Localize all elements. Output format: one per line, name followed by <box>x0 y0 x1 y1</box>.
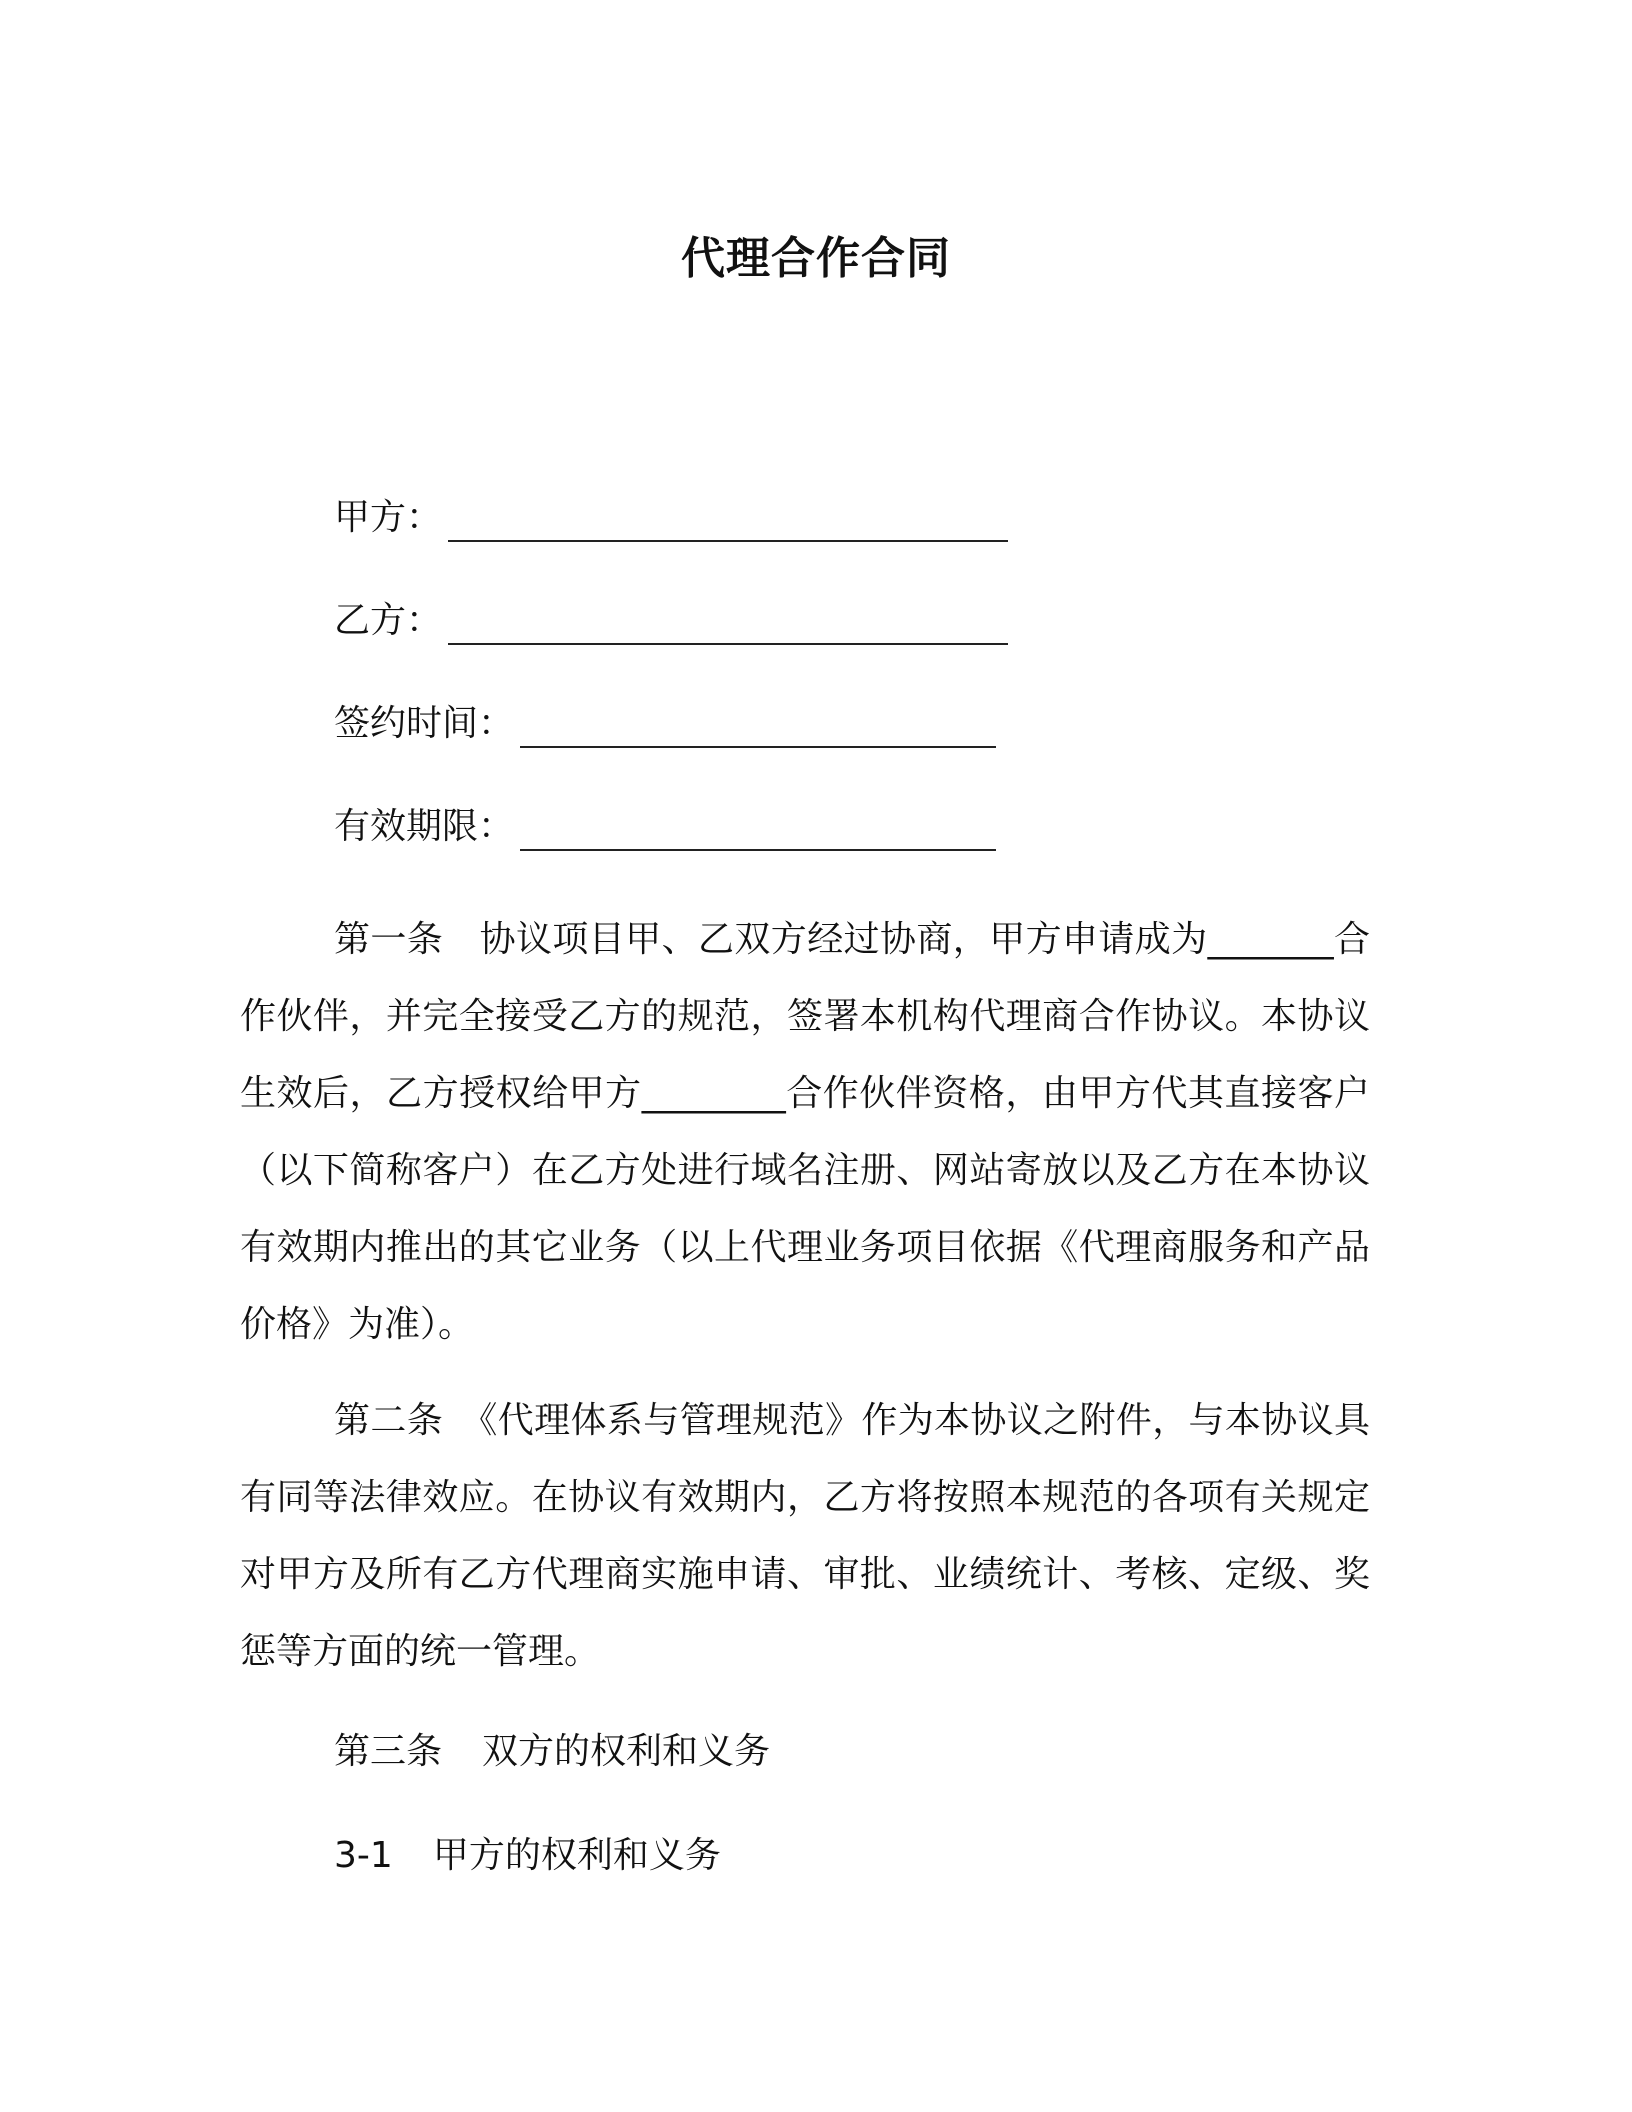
party-b-field <box>334 597 1008 645</box>
validity-period-blank[interactable] <box>520 815 996 851</box>
validity-period-field <box>334 803 996 851</box>
article-3-heading <box>334 1728 770 1776</box>
signing-date-blank[interactable] <box>520 712 996 748</box>
party-b-label: 乙方： <box>334 600 443 641</box>
party-a-label: 甲方： <box>334 497 443 538</box>
section-3-1-title: 甲方的权利和义务 <box>432 1835 721 1876</box>
party-b-blank[interactable] <box>448 609 1008 645</box>
party-a-blank[interactable] <box>448 506 1008 542</box>
section-3-1-number: 3-1 <box>334 1835 393 1876</box>
article-3-title: 双方的权利和义务 <box>482 1731 771 1772</box>
party-a-field <box>334 494 1008 542</box>
validity-period-label: 有效期限： <box>334 806 515 847</box>
article-2: 第二条 《代理体系与管理规范》作为本协议之附件，与本协议具有同等法律效应。在协议有效期内，乙方将按照本规范的各项有关规定对甲方及所有乙方代理商实施申请、审批、业绩统计、考核、定级、奖惩等方面的统一管理。 <box>240 1400 1370 1672</box>
signing-date-field <box>334 700 996 748</box>
document-title: 代理合作合同 <box>681 233 951 284</box>
signing-date-label: 签约时间： <box>334 703 515 744</box>
section-3-1-heading <box>334 1832 721 1880</box>
article-1: 第一条 协议项目甲、乙双方经过协商，甲方申请成为_______合作伙伴，并完全接受乙方的规范，签署本机构代理商合作协议。本协议生效后，乙方授权给甲方________合作伙伴资格，由甲方代其直接客户（以下简称客户）在乙方处进行域名注册、网站寄放以及乙方在本协议有效期内推出的其它业务（以上代理业务项目依据《代理商服务和产品价格》为准）。 <box>240 919 1370 1345</box>
article-3-number: 第三条 <box>334 1731 443 1772</box>
